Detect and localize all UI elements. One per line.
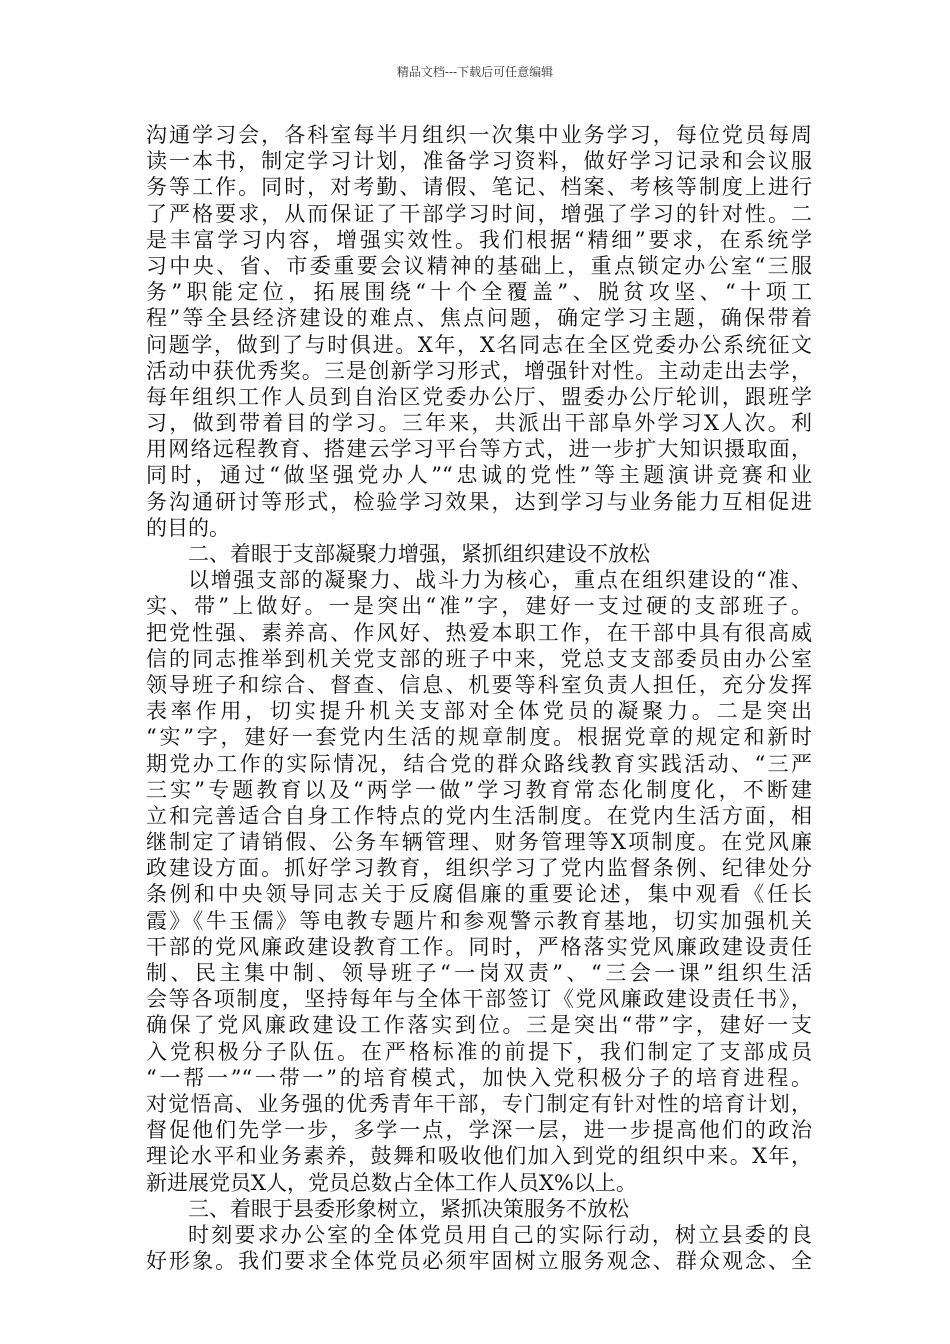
text-line: “一帮一”“一带一”的培育模式，加快入党积极分子的培育进程。: [146, 1065, 812, 1090]
text-line: 督促他们先学一步，多学一点，学深一层，进一步提高他们的政治: [146, 1118, 812, 1143]
text-line: 程”等全县经济建设的难点、焦点问题，确定学习主题，确保带着: [146, 306, 812, 331]
text-line: 每年组织工作人员到自治区党委办公厅、盟委办公厅轮训，跟班学: [146, 384, 812, 409]
text-line: 同时，通过“做坚强党办人”“忠诚的党性”等主题演讲竞赛和业: [146, 463, 812, 488]
text-line: 是丰富学习内容，增强实效性。我们根据“精细”要求，在系统学: [146, 227, 812, 252]
document-body: [146, 122, 812, 1274]
text-line: 的目的。: [146, 515, 230, 540]
section-heading: 三、着眼于县委形象树立，紧抓决策服务不放松: [188, 1196, 629, 1221]
text-line: 继制定了请销假、公务车辆管理、财务管理等X项制度。在党风廉: [146, 830, 812, 855]
text-line: 立和完善适合自身工作特点的党内生活制度。在党内生活方面，相: [146, 803, 812, 828]
text-line: 习中央、省、市委重要会议精神的基础上，重点锁定办公室“三服: [146, 253, 812, 278]
text-line: 确保了党风廉政建设工作落实到位。三是突出“带”字，建好一支: [146, 1013, 812, 1038]
text-line: 入党积极分子队伍。在严格标准的前提下，我们制定了支部成员: [146, 1039, 812, 1064]
text-line: 好形象。我们要求全体党员必须牢固树立服务观念、群众观念、全: [146, 1249, 812, 1274]
text-line: 理论水平和业务素养，鼓舞和吸收他们加入到党的组织中来。X年，: [146, 1144, 812, 1169]
text-line: 活动中获优秀奖。三是创新学习形式，增强针对性。主动走出去学，: [146, 358, 812, 383]
text-line: 三实”专题教育以及“两学一做”学习教育常态化制度化，不断建: [146, 777, 812, 802]
text-line: 对觉悟高、业务强的优秀青年干部，专门制定有针对性的培育计划，: [146, 1091, 812, 1116]
text-line: 制、民主集中制、领导班子“一岗双责”、“三会一课”组织生活: [146, 961, 812, 985]
text-line: 政建设方面。抓好学习教育，组织学习了党内监督条例、纪律处分: [146, 856, 812, 881]
text-line: 沟通学习会，各科室每半月组织一次集中业务学习，每位党员每周: [146, 123, 812, 147]
text-line: “实”字，建好一套党内生活的规章制度。根据党章的规定和新时: [146, 725, 812, 750]
text-line: 习，做到带着目的学习。三年来，共派出干部阜外学习X人次。利: [146, 411, 812, 436]
text-line: 干部的党风廉政建设教育工作。同时，严格落实党风廉政建设责任: [146, 934, 812, 959]
text-line: 读一本书，制定学习计划，准备学习资料，做好学习记录和会议服: [146, 149, 812, 174]
text-line: 条例和中央领导同志关于反腐倡廉的重要论述，集中观看《任长: [146, 882, 812, 907]
text-line: 时刻要求办公室的全体党员用自己的实际行动，树立县委的良: [188, 1222, 812, 1247]
text-line: 把党性强、素养高、作风好、热爱本职工作，在干部中具有很高威: [146, 620, 812, 645]
text-line: 务等工作。同时，对考勤、请假、笔记、档案、考核等制度上进行: [146, 175, 812, 200]
text-line: 用网络远程教育、搭建云学习平台等方式，进一步扩大知识摄取面，: [146, 437, 812, 462]
text-line: 以增强支部的凝聚力、战斗力为核心，重点在组织建设的“准、: [188, 568, 812, 593]
text-line: 表率作用，切实提升机关支部对全体党员的凝聚力。二是突出: [146, 699, 812, 724]
text-line: 期党办工作的实际情况，结合党的群众路线教育实践活动、“三严: [146, 751, 812, 776]
section-heading: 二、着眼于支部凝聚力增强，紧抓组织建设不放松: [188, 542, 650, 566]
text-line: 问题学，做到了与时俱进。X年，X名同志在全区党委办公系统征文: [146, 332, 812, 357]
text-line: 领导班子和综合、督查、信息、机要等科室负责人担任，充分发挥: [146, 672, 812, 697]
page-header: 精品文档---下载后可任意编辑: [396, 65, 554, 79]
text-line: 实、带”上做好。一是突出“准”字，建好一支过硬的支部班子。: [146, 594, 812, 619]
text-line: 信的同志推举到机关党支部的班子中来，党总支支部委员由办公室: [146, 646, 812, 671]
text-line: 了严格要求，从而保证了干部学习时间，增强了学习的针对性。二: [146, 201, 812, 226]
text-line: 务沟通研讨等形式，检验学习效果，达到学习与业务能力互相促进: [146, 489, 812, 514]
text-line: 会等各项制度，坚持每年与全体干部签订《党风廉政建设责任书》，: [146, 987, 812, 1012]
text-line: 新进展党员X人，党员总数占全体工作人员X%以上。: [146, 1170, 637, 1195]
text-line: 务”职能定位，拓展围绕“十个全覆盖”、脱贫攻坚、“十项工: [146, 280, 812, 305]
text-line: 霞》《牛玉儒》等电教专题片和参观警示教育基地，切实加强机关: [146, 908, 812, 933]
